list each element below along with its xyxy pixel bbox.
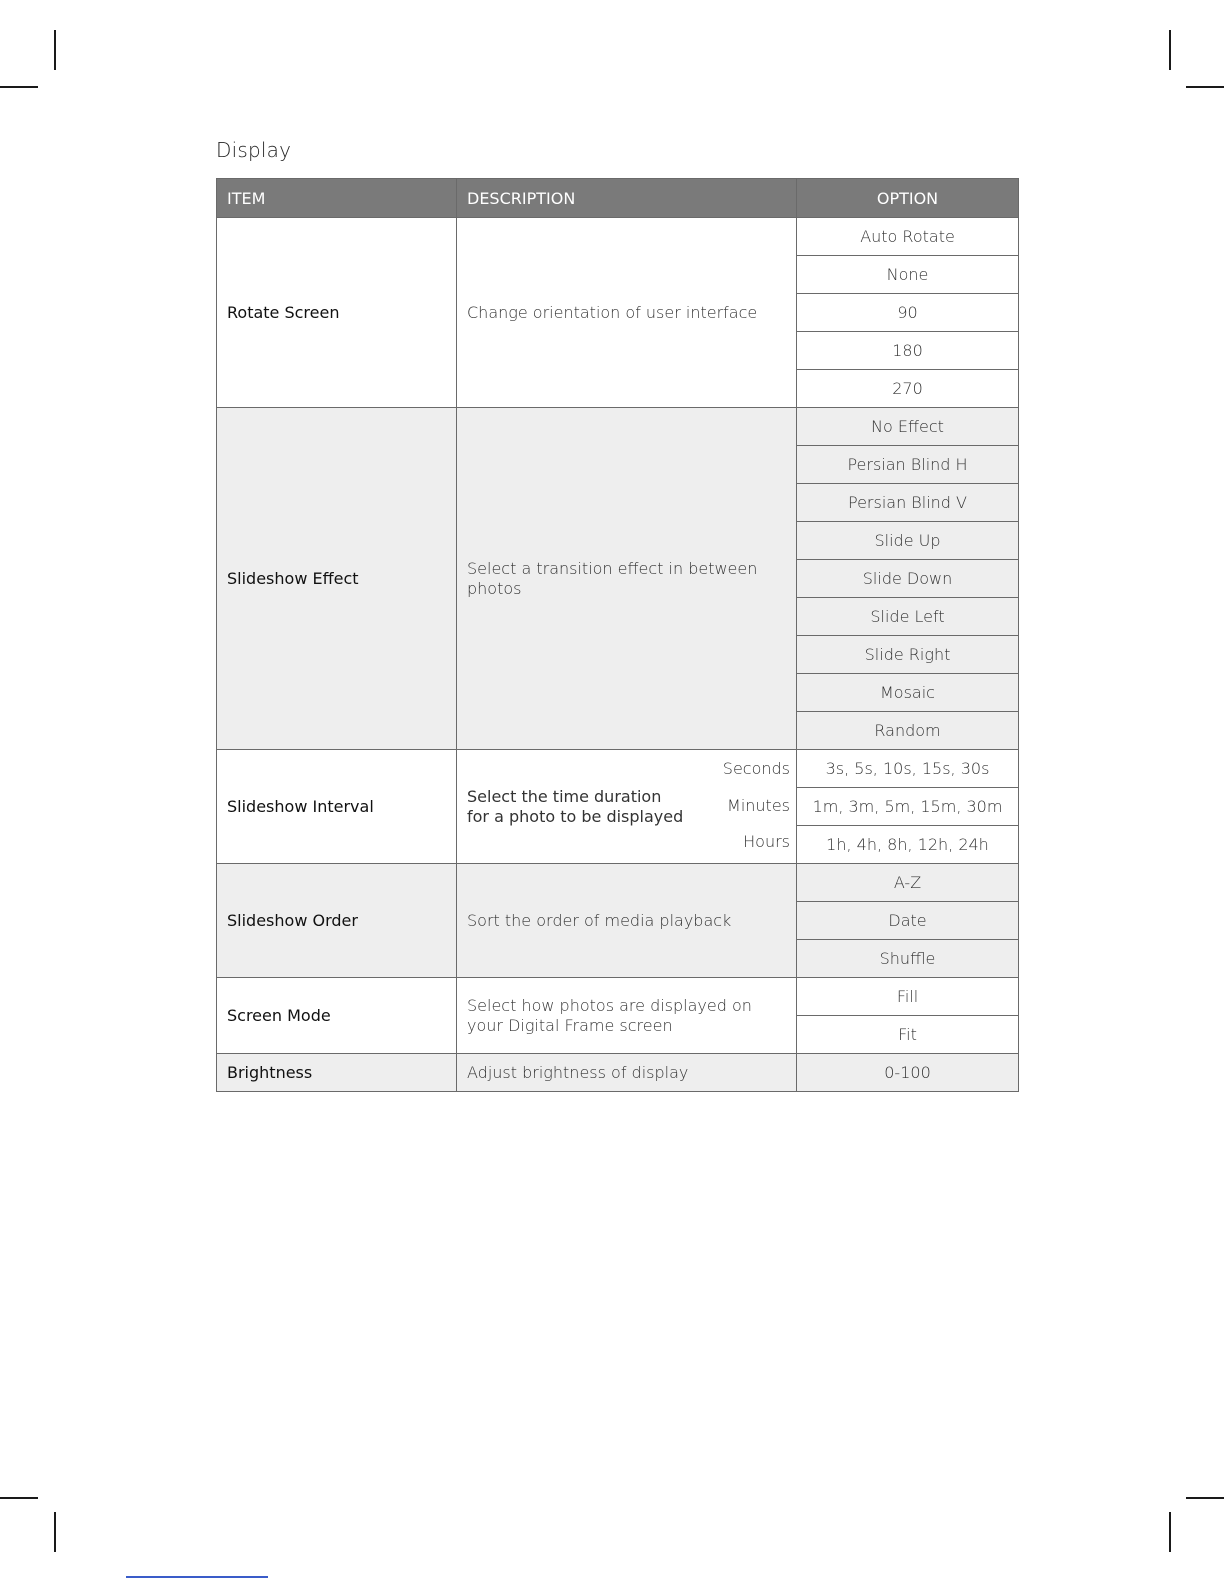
table-row (217, 1054, 1019, 1092)
option-cell: Random (797, 712, 1019, 750)
option-cell: 3s, 5s, 10s, 15s, 30s (797, 750, 1019, 788)
footer-link-underline (126, 1576, 268, 1578)
crop-mark (0, 1497, 38, 1499)
item-brightness: Brightness (217, 1054, 457, 1092)
page-title: Display (216, 138, 292, 162)
option-cell: 90 (797, 294, 1019, 332)
table-row (217, 750, 1019, 788)
description-slideshow-interval-cell (457, 750, 797, 864)
crop-mark (1186, 86, 1224, 88)
display-settings-table (216, 178, 1019, 1092)
option-cell: 180 (797, 332, 1019, 370)
option-cell: Persian Blind H (797, 446, 1019, 484)
table-row (217, 978, 1019, 1016)
header-description: DESCRIPTION (457, 179, 797, 218)
header-option: OPTION (797, 179, 1019, 218)
unit-label-hours: Hours (743, 832, 790, 851)
option-cell: Slide Left (797, 598, 1019, 636)
crop-mark (1169, 30, 1171, 70)
item-rotate-screen: Rotate Screen (217, 218, 457, 408)
option-cell: Persian Blind V (797, 484, 1019, 522)
description-screen-mode: Select how photos are displayed on your Digital Frame screen (457, 978, 797, 1054)
description-slideshow-order: Sort the order of media playback (457, 864, 797, 978)
crop-mark (1186, 1497, 1224, 1499)
option-cell: Fit (797, 1016, 1019, 1054)
option-cell: Shuffle (797, 940, 1019, 978)
option-cell: Mosaic (797, 674, 1019, 712)
item-slideshow-effect: Slideshow Effect (217, 408, 457, 750)
option-cell: A-Z (797, 864, 1019, 902)
description-slideshow-interval: Select the time duration for a photo to be displayed (467, 786, 684, 826)
option-cell: Slide Down (797, 560, 1019, 598)
crop-mark (54, 1512, 56, 1552)
table-row (217, 218, 1019, 256)
unit-label-seconds: Seconds (722, 759, 790, 778)
description-brightness: Adjust brightness of display (457, 1054, 797, 1092)
option-cell: Slide Right (797, 636, 1019, 674)
crop-mark (0, 86, 38, 88)
option-cell: Fill (797, 978, 1019, 1016)
option-cell: 0-100 (797, 1054, 1019, 1092)
crop-mark (54, 30, 56, 70)
header-item: ITEM (217, 179, 457, 218)
option-cell: No Effect (797, 408, 1019, 446)
description-rotate-screen: Change orientation of user interface (457, 218, 797, 408)
option-cell: None (797, 256, 1019, 294)
option-cell: 1m, 3m, 5m, 15m, 30m (797, 788, 1019, 826)
table-row (217, 408, 1019, 446)
unit-label-minutes: Minutes (727, 796, 790, 815)
crop-mark (1169, 1512, 1171, 1552)
item-slideshow-interval: Slideshow Interval (217, 750, 457, 864)
table-header-row (217, 179, 1019, 218)
option-cell: Auto Rotate (797, 218, 1019, 256)
item-slideshow-order: Slideshow Order (217, 864, 457, 978)
option-cell: Slide Up (797, 522, 1019, 560)
description-slideshow-effect: Select a transition effect in between photos (457, 408, 797, 750)
table-row (217, 864, 1019, 902)
option-cell: Date (797, 902, 1019, 940)
option-cell: 1h, 4h, 8h, 12h, 24h (797, 826, 1019, 864)
option-cell: 270 (797, 370, 1019, 408)
item-screen-mode: Screen Mode (217, 978, 457, 1054)
